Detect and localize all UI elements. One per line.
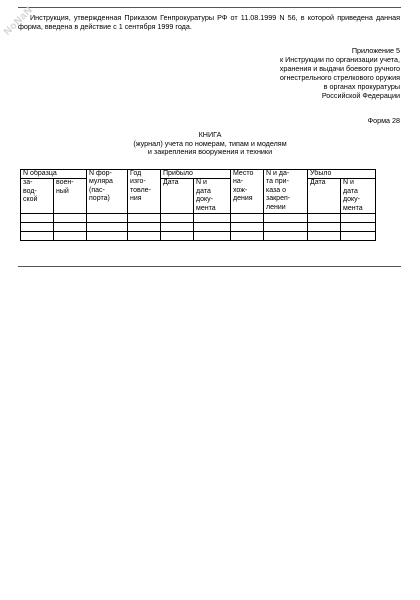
table-cell (128, 231, 161, 240)
table-cell (128, 213, 161, 222)
watermark: NoNaN (2, 4, 36, 38)
form-number: Форма 28 (367, 116, 400, 125)
subheader-departed-date: Дата (308, 179, 341, 214)
table-cell (161, 222, 194, 231)
subheader-factory: за- вод- ской (21, 179, 54, 214)
table-cell (231, 222, 264, 231)
table-cell (341, 222, 376, 231)
header-year: Год изго- товле- ния (128, 170, 161, 214)
appendix-line: в органах прокуратуры (323, 82, 400, 91)
header-sample-no: N образца (21, 170, 87, 179)
document-title (0, 131, 420, 157)
header-location: Место на- хож- дения (231, 170, 264, 214)
table-cell (231, 213, 264, 222)
table-cell (341, 213, 376, 222)
table-cell (21, 222, 54, 231)
table-cell (194, 213, 231, 222)
header-departed: Убыло (308, 170, 376, 179)
table-cell (341, 231, 376, 240)
table-row (21, 231, 376, 240)
title-subtitle-line: (журнал) учета по номерам, типам и моделям (133, 138, 287, 148)
title-heading: КНИГА (198, 130, 222, 139)
bottom-rule (18, 266, 401, 267)
table-cell (264, 213, 308, 222)
table-cell (21, 213, 54, 222)
table-cell (308, 231, 341, 240)
title-subtitle-line: и закрепления вооружения и техники (147, 147, 273, 157)
top-rule (18, 7, 401, 8)
header-arrived: Прибыло (161, 170, 231, 179)
subheader-departed-doc: N и дата доку- мента (341, 179, 376, 214)
table-cell (264, 231, 308, 240)
header-form-no: N фор- муляра (пас- порта) (87, 170, 128, 214)
table-cell (264, 222, 308, 231)
table-cell (54, 231, 87, 240)
table-cell (54, 213, 87, 222)
table-body (21, 213, 376, 240)
appendix-line: огнестрельного стрелкового оружия (279, 73, 400, 82)
intro-paragraph: Инструкция, утвержденная Приказом Генпрокуратуры РФ от 11.08.1999 N 56, в которой приведена данная форма, введена в действие с 1 сентября 1999 года. (18, 13, 400, 31)
table-header-row (21, 170, 376, 179)
table-row (21, 213, 376, 222)
table-cell (194, 231, 231, 240)
appendix-line: Приложение 5 (351, 46, 400, 55)
appendix-block (220, 46, 400, 100)
header-order-no: N и да- та при- каза о закреп- лении (264, 170, 308, 214)
table-cell (87, 222, 128, 231)
table-subheader-row (21, 179, 376, 214)
table-cell (194, 222, 231, 231)
table-cell (128, 222, 161, 231)
appendix-line: хранения и выдачи боевого ручного (279, 64, 400, 73)
table-cell (54, 222, 87, 231)
table-cell (87, 231, 128, 240)
table-cell (87, 213, 128, 222)
appendix-line: к Инструкции по организации учета, (279, 55, 400, 64)
journal-table (20, 169, 376, 241)
table-cell (231, 231, 264, 240)
table-cell (308, 213, 341, 222)
subheader-arrived-doc: N и дата доку- мента (194, 179, 231, 214)
appendix-line: Российской Федерации (321, 91, 400, 100)
subheader-arrived-date: Дата (161, 179, 194, 214)
table-cell (161, 231, 194, 240)
table-cell (308, 222, 341, 231)
table-cell (161, 213, 194, 222)
table-cell (21, 231, 54, 240)
subheader-military: воен- ный (54, 179, 87, 214)
table-row (21, 222, 376, 231)
